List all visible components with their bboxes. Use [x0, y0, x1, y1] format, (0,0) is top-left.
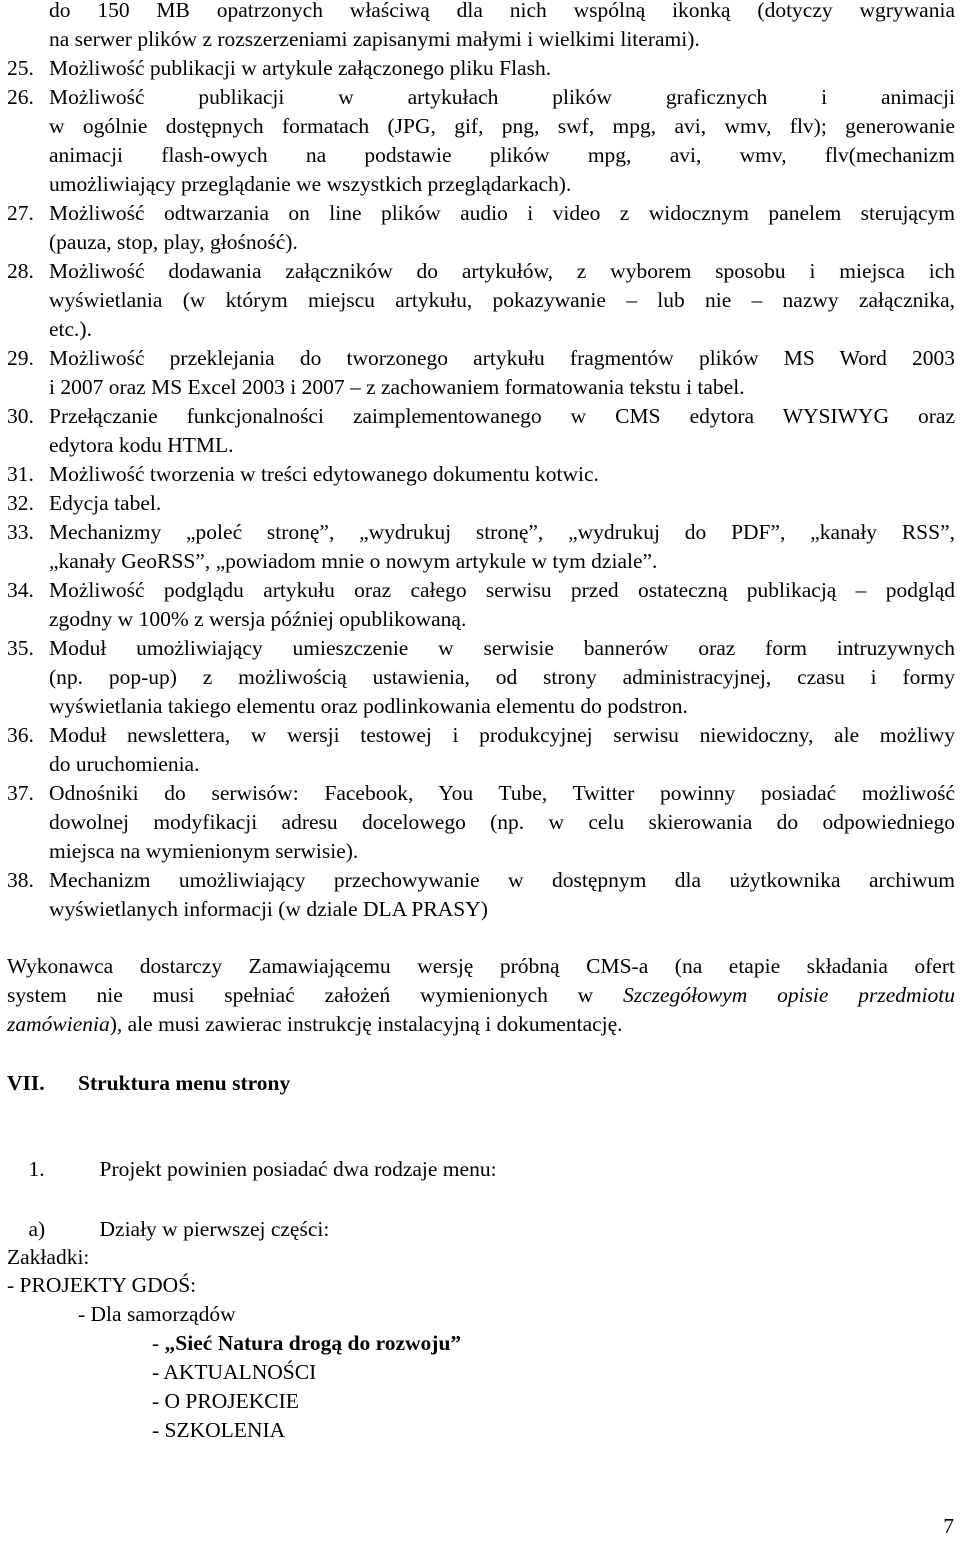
item-line: do 150 MB opatrzonych właściwą dla nich wspólną ikonką (dotyczy wgrywania: [49, 0, 955, 22]
item-text: [49, 779, 955, 866]
item-line: „kanały GeoRSS”, „powiadom mnie o nowym artykule w tym dziale”.: [49, 549, 658, 573]
menu-item-level3: - SZKOLENIA: [152, 1418, 286, 1442]
item-text: [49, 518, 955, 576]
item-line: wyświetlania (w którym miejscu artykułu, pokazywanie – lub nie – nazwy załącznika,: [49, 288, 955, 312]
tabs-label: Zakładki:: [7, 1245, 90, 1269]
list-item: [7, 489, 955, 518]
item-line: Edycja tabel.: [49, 491, 162, 515]
item-number: 38.: [7, 868, 34, 892]
item-text: [49, 257, 955, 344]
list-item: [7, 460, 955, 489]
paragraph-line: Wykonawca dostarczy Zamawiającemu wersję próbną CMS-a (na etapie składania ofert: [7, 954, 955, 978]
requirements-list: [7, 0, 955, 924]
item-text: [49, 54, 955, 83]
item-line: Mechanizm umożliwiający przechowywanie w dostępnym dla użytkownika archiwum: [49, 868, 955, 892]
italic-reference: Szczegółowym opisie przedmiotu: [623, 983, 956, 1007]
list-item: [7, 344, 955, 402]
list-item: [7, 518, 955, 576]
menu-item-level2: - Dla samorządów: [78, 1302, 236, 1326]
item-number: 27.: [7, 201, 34, 225]
item-number: 34.: [7, 578, 34, 602]
item-line: animacji flash-owych na podstawie plików mpg, avi, wmv, flv(mechanizm: [49, 143, 955, 167]
item-line: Możliwość odtwarzania on line plików audio i video z widocznym panelem sterującym: [49, 201, 955, 225]
item-text: [49, 402, 955, 460]
item-number: 36.: [7, 723, 34, 747]
paragraph-line: zamówienia), ale musi zawierac instrukcję instalacyjną i dokumentację.: [7, 1012, 623, 1036]
item-line: i 2007 oraz MS Excel 2003 i 2007 – z zachowaniem formatowania tekstu i tabel.: [49, 375, 745, 399]
paragraph-line: system nie musi spełniać założeń wymienionych w Szczegółowym opisie przedmiotu: [7, 983, 956, 1007]
item-text: [49, 83, 955, 199]
list-item: [7, 54, 955, 83]
item-line: dowolnej modyfikacji adresu docelowego (np. w celu skierowania do odpowiedniego: [49, 810, 955, 834]
item-line: zgodny w 100% z wersja później opublikowaną.: [49, 607, 467, 631]
item-line: wyświetlania takiego elementu oraz podlinkowania elementu do podstron.: [49, 694, 688, 718]
item-line: Możliwość dodawania załączników do artykułów, z wyborem sposobu i miejsca ich: [49, 259, 955, 283]
item-line: miejsca na wymienionym serwisie).: [49, 839, 359, 863]
bold-project-title: „Sieć Natura drogą do rozwoju”: [164, 1331, 462, 1355]
list-item: [7, 199, 955, 257]
item-number: 32.: [7, 491, 34, 515]
list-item: [7, 576, 955, 634]
menu-item-level3: - O PROJEKCIE: [152, 1389, 299, 1413]
list-item: [7, 83, 955, 199]
list-item: [7, 779, 955, 866]
item-text: [49, 0, 955, 54]
list-item: [7, 721, 955, 779]
item-line: Odnośniki do serwisów: Facebook, You Tube, Twitter powinny posiadać możliwość: [49, 781, 955, 805]
item-text: [49, 866, 955, 924]
item-number: 33.: [7, 520, 34, 544]
item-text: [49, 460, 955, 489]
item-number: 37.: [7, 781, 34, 805]
list-item: [7, 634, 955, 721]
item-line: umożliwiający przeglądanie we wszystkich przeglądarkach).: [49, 172, 572, 196]
menu-item-level3: - „Sieć Natura drogą do rozwoju”: [152, 1331, 462, 1355]
list-item: [7, 866, 955, 924]
item-number: 25.: [7, 56, 34, 80]
item-line: Możliwość przeklejania do tworzonego artykułu fragmentów plików MS Word 2003: [49, 346, 955, 370]
list-item: [7, 257, 955, 344]
point-letter: a): [28, 1217, 46, 1241]
item-text: [49, 344, 955, 402]
item-number: 35.: [7, 636, 34, 660]
item-line: do uruchomienia.: [49, 752, 200, 776]
item-line: Możliwość publikacji w artykułach plików graficznych i animacji: [49, 85, 955, 109]
contractor-paragraph: [7, 952, 955, 1039]
item-number: 28.: [7, 259, 34, 283]
point-number: 1.: [28, 1157, 45, 1181]
item-line: Możliwość publikacji w artykule załączonego pliku Flash.: [49, 56, 552, 80]
item-text: [49, 634, 955, 721]
item-line: wyświetlanych informacji (w dziale DLA PRASY): [49, 897, 488, 921]
item-line: etc.).: [49, 317, 92, 341]
item-line: Możliwość tworzenia w treści edytowanego dokumentu kotwic.: [49, 462, 599, 486]
item-line: (pauza, stop, play, głośność).: [49, 230, 298, 254]
point-text: Projekt powinien posiadać dwa rodzaje menu:: [99, 1157, 497, 1181]
item-number: 29.: [7, 346, 34, 370]
section-number: VII.: [7, 1071, 45, 1095]
item-line: w ogólnie dostępnych formatach (JPG, gif, png, swf, mpg, avi, wmv, flv); generowanie: [49, 114, 955, 138]
item-line: (np. pop-up) z możliwością ustawienia, od strony administracyjnej, czasu i formy: [49, 665, 955, 689]
item-number: 26.: [7, 85, 34, 109]
page-number: 7: [943, 1514, 954, 1538]
section-title: Struktura menu strony: [78, 1071, 291, 1095]
item-line: Możliwość podglądu artykułu oraz całego serwisu przed ostateczną publikacją – podgląd: [49, 578, 955, 602]
italic-reference: zamówienia: [7, 1012, 110, 1036]
menu-item-level1: - PROJEKTY GDOŚ:: [7, 1273, 197, 1297]
item-number: 31.: [7, 462, 34, 486]
item-line: na serwer plików z rozszerzeniami zapisanymi małymi i wielkimi literami).: [49, 27, 700, 51]
list-item: [7, 402, 955, 460]
item-line: Moduł umożliwiający umieszczenie w serwisie bannerów oraz form intruzywnych: [49, 636, 955, 660]
item-line: Moduł newslettera, w wersji testowej i produkcyjnej serwisu niewidoczny, ale możliwy: [49, 723, 955, 747]
item-line: edytora kodu HTML.: [49, 433, 234, 457]
item-text: [49, 576, 955, 634]
list-item: [7, 0, 955, 54]
item-number: 30.: [7, 404, 34, 428]
point-text: Działy w pierwszej części:: [99, 1217, 330, 1241]
section-heading: [7, 1069, 290, 1098]
item-text: [49, 721, 955, 779]
item-text: [49, 199, 955, 257]
item-text: [49, 489, 955, 518]
item-line: Przełączanie funkcjonalności zaimplementowanego w CMS edytora WYSIWYG oraz: [49, 404, 955, 428]
menu-item-level3: - AKTUALNOŚCI: [152, 1360, 317, 1384]
item-line: Mechanizmy „poleć stronę”, „wydrukuj stronę”, „wydrukuj do PDF”, „kanały RSS”,: [49, 520, 955, 544]
